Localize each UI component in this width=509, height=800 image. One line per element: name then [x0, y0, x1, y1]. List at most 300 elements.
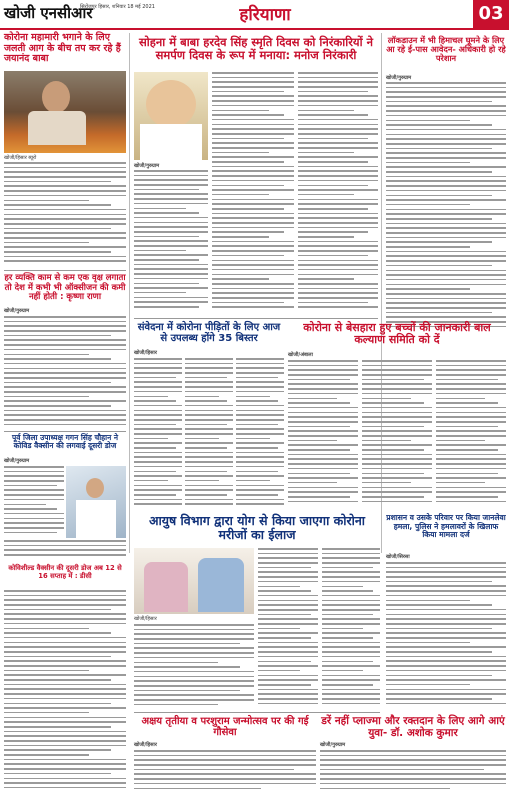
text-line: [258, 548, 318, 550]
text-line: [436, 444, 506, 446]
text-line: [386, 284, 506, 286]
text-line: [4, 489, 64, 491]
text-line: [4, 545, 126, 547]
text-line: [298, 199, 378, 201]
text-line: [4, 684, 126, 686]
text-line: [386, 134, 506, 136]
text-line: [322, 651, 380, 653]
text-line: [258, 665, 318, 667]
text-line: [386, 600, 470, 602]
text-line: [212, 260, 294, 262]
text-line: [436, 407, 506, 409]
text-line: [322, 693, 380, 695]
text-line: [298, 306, 378, 308]
text-line: [134, 264, 208, 266]
text-line: [4, 185, 126, 187]
text-line: [236, 400, 278, 402]
text-line: [236, 442, 284, 444]
text-line: [298, 189, 378, 191]
text-line: [322, 675, 380, 677]
text-line: [436, 426, 498, 428]
text-line: [436, 487, 506, 489]
text-line: [134, 480, 168, 482]
text-line: [258, 689, 318, 691]
text-line: [322, 670, 363, 672]
text-line: [212, 250, 294, 252]
text-line: [362, 430, 432, 432]
text-line: [4, 349, 126, 351]
text-line: [212, 278, 269, 280]
text-line: [322, 557, 380, 559]
text-line: [236, 480, 270, 482]
text-line: [4, 651, 126, 653]
text-line: [212, 110, 269, 112]
text-line: [258, 661, 311, 663]
text-line: [4, 703, 111, 705]
text-line: [298, 231, 368, 233]
text-line: [386, 171, 492, 173]
text-line: [362, 463, 432, 465]
text-line: [436, 477, 506, 479]
text-line: [386, 218, 492, 220]
a7-body-col2: [362, 360, 432, 510]
text-line: [386, 241, 492, 243]
text-line: [362, 496, 424, 498]
text-line: [236, 452, 284, 454]
text-line: [288, 477, 358, 479]
text-line: [134, 769, 294, 771]
text-line: [386, 684, 470, 686]
text-line: [386, 82, 506, 84]
a8-headline: आयुष विभाग द्वारा योग से किया जाएगा कोरोना मरीजों का ईलाज: [148, 513, 366, 542]
text-line: [134, 438, 168, 440]
text-line: [185, 386, 233, 388]
text-line: [185, 372, 233, 374]
text-line: [134, 208, 186, 210]
text-line: [185, 452, 233, 454]
text-line: [258, 684, 311, 686]
text-line: [298, 274, 378, 276]
text-line: [236, 485, 284, 487]
text-line: [212, 180, 294, 182]
text-line: [212, 152, 269, 154]
masthead: खोजी एनसीआर: [4, 4, 93, 22]
text-line: [386, 698, 492, 700]
text-line: [236, 410, 284, 412]
a8-photo: [134, 548, 254, 614]
text-line: [236, 419, 284, 421]
text-line: [320, 783, 506, 785]
text-line: [436, 383, 506, 385]
a7-byline: खोजी/अंबाला: [288, 352, 313, 358]
text-line: [185, 400, 227, 402]
text-line: [134, 471, 176, 473]
a5-body: [4, 466, 64, 538]
text-line: [322, 604, 380, 606]
text-line: [134, 652, 254, 654]
text-line: [4, 414, 126, 416]
text-line: [134, 222, 208, 224]
text-line: [362, 374, 432, 376]
text-line: [258, 614, 311, 616]
text-line: [258, 623, 318, 625]
text-line: [298, 124, 378, 126]
text-line: [134, 633, 254, 635]
text-line: [258, 632, 318, 634]
a6-body-col3: [236, 358, 284, 510]
a7-body-col1: [288, 360, 358, 510]
text-line: [212, 194, 269, 196]
text-line: [134, 231, 208, 233]
text-line: [386, 632, 506, 634]
text-line: [212, 105, 294, 107]
a8-caption: खोजी/हिसार: [134, 616, 157, 622]
text-line: [212, 161, 284, 163]
text-line: [212, 170, 294, 172]
text-line: [4, 405, 111, 407]
text-line: [298, 95, 378, 97]
text-line: [4, 599, 126, 601]
text-line: [134, 405, 182, 407]
text-line: [298, 110, 354, 112]
a5-body-cont: [4, 540, 126, 562]
text-line: [4, 749, 111, 751]
text-line: [386, 562, 506, 564]
text-line: [322, 665, 380, 667]
text-line: [298, 128, 378, 130]
text-line: [4, 162, 126, 164]
text-line: [436, 440, 485, 442]
text-line: [288, 501, 358, 503]
text-line: [185, 419, 233, 421]
text-line: [134, 184, 208, 186]
text-line: [386, 204, 470, 206]
text-line: [236, 471, 278, 473]
text-line: [386, 227, 506, 229]
a5-headline: पूर्व जिला उपाध्यक्ष गगन सिंह चौहान ने कोविड वैक्सीन की लगवाई दूसरी डोज: [11, 433, 119, 451]
text-line: [4, 768, 126, 770]
text-line: [212, 283, 294, 285]
text-line: [134, 386, 182, 388]
text-line: [386, 567, 506, 569]
text-line: [4, 773, 111, 775]
text-line: [212, 138, 284, 140]
text-line: [386, 590, 506, 592]
text-line: [185, 489, 233, 491]
text-line: [185, 414, 233, 416]
text-line: [436, 398, 485, 400]
text-line: [134, 680, 254, 682]
text-line: [185, 381, 233, 383]
text-line: [185, 363, 233, 365]
a12-body: [320, 750, 506, 796]
text-line: [4, 228, 111, 230]
text-line: [288, 383, 358, 385]
text-line: [212, 292, 294, 294]
text-line: [185, 456, 233, 458]
text-line: [436, 501, 506, 503]
text-line: [134, 657, 254, 659]
text-line: [212, 156, 294, 158]
text-line: [236, 461, 284, 463]
text-line: [134, 268, 208, 270]
text-line: [288, 393, 358, 395]
text-line: [185, 447, 227, 449]
text-line: [212, 255, 284, 257]
text-line: [386, 255, 506, 257]
text-line: [320, 769, 484, 771]
text-line: [386, 162, 470, 164]
text-line: [4, 377, 126, 379]
text-line: [386, 618, 506, 620]
text-line: [4, 181, 111, 183]
text-line: [386, 693, 506, 695]
text-line: [185, 396, 219, 398]
text-line: [298, 91, 368, 93]
text-line: [134, 671, 254, 673]
text-line: [362, 407, 432, 409]
text-line: [4, 613, 126, 615]
text-line: [212, 274, 294, 276]
text-line: [134, 170, 208, 172]
text-line: [4, 251, 111, 253]
text-line: [212, 124, 294, 126]
text-line: [4, 466, 64, 468]
text-line: [288, 369, 358, 371]
text-line: [4, 532, 57, 534]
text-line: [362, 379, 424, 381]
text-line: [298, 278, 354, 280]
text-line: [4, 674, 126, 676]
text-line: [4, 209, 126, 211]
text-line: [436, 458, 506, 460]
text-line: [258, 557, 318, 559]
text-line: [362, 501, 432, 503]
text-line: [258, 576, 318, 578]
text-line: [362, 458, 432, 460]
text-line: [386, 176, 506, 178]
text-line: [288, 374, 358, 376]
text-line: [386, 148, 492, 150]
a4-headline: हर व्यक्ति काम से कम एक वृक्ष लगाता तो देश में कभी भी ऑक्सीजन की कमी नहीं होती : कृष्णा राणा: [4, 273, 126, 303]
text-line: [4, 494, 64, 496]
text-line: [436, 473, 498, 475]
text-line: [386, 628, 492, 630]
a10-headline: कोविशील्ड वैक्सीन की दूसरी डोज अब 12 से 16 सप्ताह में : डीसी: [8, 564, 122, 580]
text-line: [4, 731, 126, 733]
text-line: [4, 391, 126, 393]
text-line: [4, 549, 126, 551]
text-line: [4, 632, 111, 634]
text-line: [134, 704, 218, 706]
text-line: [298, 161, 368, 163]
a5-byline: खोजी/गुरुग्राम: [4, 458, 30, 464]
text-line: [258, 656, 318, 658]
text-line: [322, 656, 380, 658]
text-line: [258, 590, 311, 592]
text-line: [386, 105, 506, 107]
text-line: [288, 463, 358, 465]
text-line: [298, 260, 378, 262]
text-line: [185, 367, 233, 369]
text-line: [134, 676, 254, 678]
text-line: [258, 567, 311, 569]
text-line: [4, 759, 126, 761]
text-line: [386, 120, 470, 122]
text-line: [4, 665, 126, 667]
text-line: [236, 363, 284, 365]
text-line: [288, 412, 358, 414]
text-line: [185, 442, 233, 444]
text-line: [4, 504, 46, 506]
text-line: [386, 213, 506, 215]
text-line: [298, 105, 378, 107]
text-line: [298, 217, 378, 219]
text-line: [322, 703, 380, 705]
text-line: [288, 421, 358, 423]
a1-caption: खोजी/हिसार ब्यूरो: [4, 155, 37, 161]
a1-headline: कोरोना महामारी भगाने के लिए जलती आग के बीच तप कर रहे हैं जयानंद बाबा: [4, 32, 121, 65]
text-line: [362, 468, 432, 470]
text-line: [4, 618, 126, 620]
text-line: [386, 581, 492, 583]
text-line: [298, 77, 378, 79]
text-line: [386, 87, 506, 89]
text-line: [134, 391, 182, 393]
text-line: [134, 494, 176, 496]
text-line: [320, 764, 506, 766]
text-line: [386, 265, 492, 267]
text-line: [4, 642, 126, 644]
text-line: [236, 489, 284, 491]
text-line: [322, 609, 380, 611]
text-line: [134, 363, 182, 365]
text-line: [298, 255, 368, 257]
text-line: [322, 614, 373, 616]
text-line: [236, 438, 270, 440]
text-line: [134, 419, 182, 421]
text-line: [258, 670, 300, 672]
text-line: [298, 213, 378, 215]
text-line: [134, 433, 182, 435]
text-line: [4, 480, 64, 482]
text-line: [288, 449, 350, 451]
text-line: [4, 782, 126, 784]
text-line: [212, 81, 294, 83]
text-line: [362, 398, 411, 400]
text-line: [362, 383, 432, 385]
text-line: [134, 759, 316, 761]
text-line: [386, 571, 506, 573]
text-line: [4, 410, 126, 412]
text-line: [288, 365, 358, 367]
text-line: [322, 590, 373, 592]
text-line: [436, 416, 506, 418]
text-line: [362, 421, 432, 423]
text-line: [134, 755, 316, 757]
text-line: [386, 293, 506, 295]
text-line: [4, 195, 126, 197]
text-line: [236, 405, 284, 407]
text-line: [185, 438, 219, 440]
text-line: [288, 458, 358, 460]
text-line: [185, 391, 233, 393]
text-line: [436, 365, 506, 367]
text-line: [4, 176, 126, 178]
divider: [134, 712, 380, 713]
text-line: [386, 195, 492, 197]
text-line: [134, 699, 254, 701]
text-line: [134, 306, 199, 308]
text-line: [386, 152, 506, 154]
text-line: [185, 428, 233, 430]
text-line: [134, 466, 182, 468]
page-header: [0, 0, 509, 30]
text-line: [134, 292, 186, 294]
text-line: [185, 466, 233, 468]
text-line: [362, 487, 432, 489]
text-line: [288, 482, 337, 484]
a7-body-col3: [436, 360, 506, 510]
text-line: [212, 241, 294, 243]
text-line: [320, 755, 506, 757]
text-line: [322, 698, 380, 700]
text-line: [134, 778, 316, 780]
text-line: [212, 86, 294, 88]
text-line: [4, 260, 126, 262]
text-line: [298, 114, 368, 116]
text-line: [4, 726, 111, 728]
text-line: [212, 166, 294, 168]
text-line: [4, 237, 126, 239]
text-line: [288, 407, 358, 409]
text-line: [134, 503, 182, 505]
text-line: [436, 454, 506, 456]
text-line: [298, 250, 378, 252]
text-line: [386, 637, 506, 639]
a10-body: [4, 590, 126, 795]
text-line: [212, 208, 284, 210]
text-line: [212, 175, 294, 177]
text-line: [322, 600, 380, 602]
a6-body-col1: [134, 358, 182, 510]
text-line: [212, 231, 284, 233]
text-line: [212, 245, 294, 247]
text-line: [386, 670, 506, 672]
text-line: [4, 368, 126, 370]
text-line: [4, 763, 126, 765]
text-line: [134, 175, 208, 177]
text-line: [386, 270, 506, 272]
text-line: [4, 735, 126, 737]
a11-headline: अक्षय तृतीया व परशुराम जन्मोत्सव पर की गई गौसेवा: [141, 716, 309, 739]
text-line: [134, 750, 316, 752]
text-line: [4, 522, 64, 524]
text-line: [4, 656, 111, 658]
text-line: [436, 412, 506, 414]
text-line: [134, 236, 199, 238]
text-line: [134, 193, 208, 195]
text-line: [288, 491, 358, 493]
text-line: [236, 433, 284, 435]
text-line: [4, 325, 126, 327]
a11-body: [134, 750, 316, 796]
text-line: [236, 381, 284, 383]
text-line: [298, 86, 378, 88]
divider: [4, 270, 126, 271]
text-line: [298, 180, 378, 182]
text-line: [258, 698, 318, 700]
